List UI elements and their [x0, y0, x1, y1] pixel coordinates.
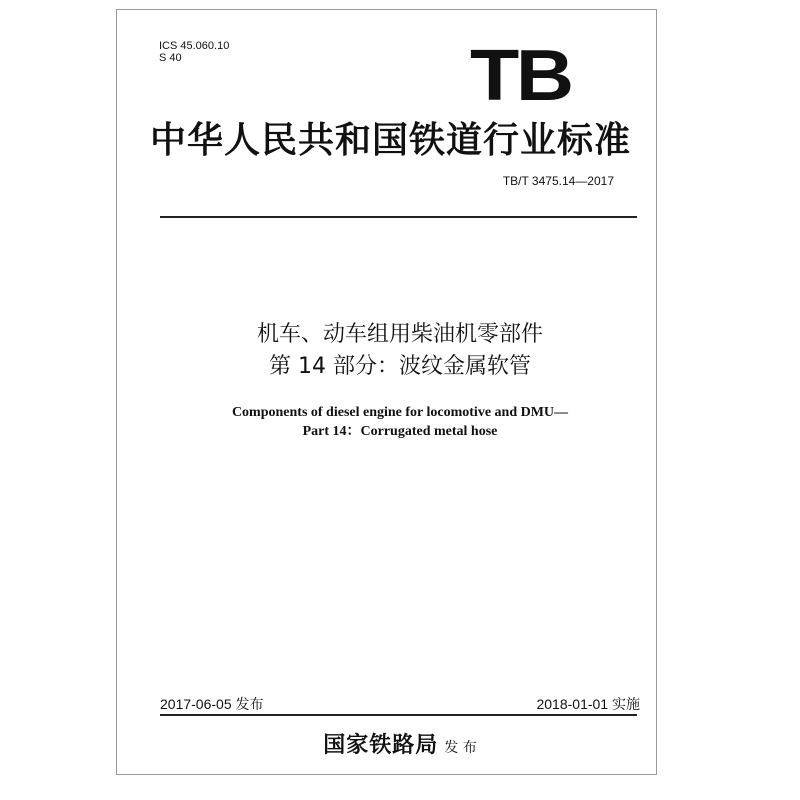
tb-logo: TB [470, 36, 571, 116]
implementation-date: 2018-01-01 实施 [536, 696, 640, 712]
publisher [116, 728, 684, 759]
chinese-title-line-1: 机车、动车组用柴油机零部件 [256, 322, 543, 347]
standard-title: 中华人民共和国铁道行业标准 [150, 119, 632, 161]
english-title-line-2: Part 14：Corrugated metal hose [302, 424, 498, 439]
ics-classification [159, 40, 229, 64]
publisher-name: 国家铁路局 [323, 732, 439, 758]
english-title-line-1: Components of diesel engine for locomotive and DMU— [231, 405, 569, 420]
header-divider [160, 216, 637, 218]
class-code: S 40 [159, 52, 182, 64]
standard-code: TB/T 3475.14—2017 [502, 174, 614, 188]
publisher-verb: 发 布 [444, 740, 477, 756]
footer-divider [160, 714, 637, 716]
ics-code: ICS 45.060.10 [159, 40, 230, 52]
issue-date: 2017-06-05 发布 [160, 696, 264, 712]
chinese-title-line-2: 第 14 部分：波纹金属软管 [269, 354, 531, 379]
